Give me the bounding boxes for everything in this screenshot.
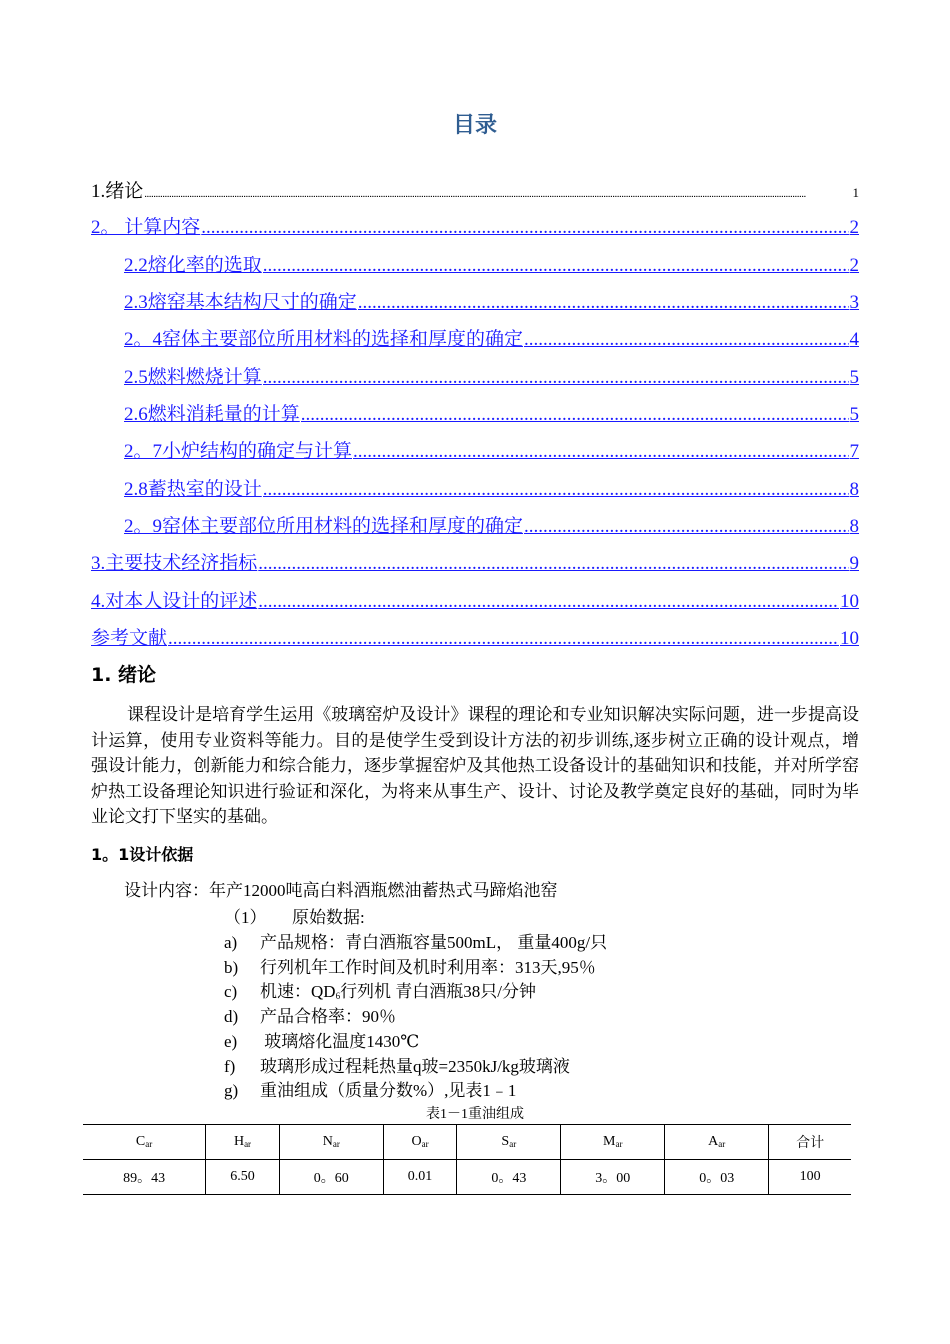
list-item-g	[224, 1076, 516, 1101]
table-header-row	[83, 1125, 851, 1160]
toc-leader-dots	[263, 367, 849, 389]
table-header-cell: $H_{ar}$	[206, 1125, 280, 1160]
list-text: 产品规格：青白酒瓶容量500mL， 重量400g/只	[260, 933, 608, 952]
list-item-c	[224, 977, 536, 1002]
toc-entry-label: 2.8蓄热室的设计	[124, 479, 262, 500]
heavy-oil-composition-table	[83, 1124, 851, 1195]
toc-entry-page: 4	[849, 329, 859, 350]
list-item-e	[224, 1027, 419, 1052]
table-cell: 0.01	[383, 1160, 457, 1195]
toc-entry-label: 1.绪论	[91, 181, 144, 202]
table-cell: 89。43	[83, 1160, 206, 1195]
list-text: 玻璃熔化温度1430℃	[260, 1032, 420, 1051]
toc-leader-dots	[524, 329, 848, 351]
table-header-cell: $O_{ar}$	[383, 1125, 457, 1160]
toc-leader-dots	[258, 591, 839, 613]
toc-title: 目录	[452, 113, 497, 138]
toc-leader-dots	[358, 292, 849, 314]
toc-entry-label: 3.主要技术经济指标	[91, 553, 258, 574]
toc-entry-page: 1	[852, 185, 859, 200]
list-text: 原始数据:	[292, 908, 365, 927]
toc-leader-dots	[201, 217, 848, 239]
toc-entry-page: 9	[849, 553, 859, 574]
toc-entry-label: 2.2熔化率的选取	[124, 255, 262, 276]
toc-link-2-8[interactable]	[124, 474, 859, 501]
list-item-f	[224, 1052, 570, 1077]
toc-leader-dots	[144, 188, 851, 200]
toc-entry-label: 2.6燃料消耗量的计算	[124, 404, 300, 425]
toc-leader-dots	[353, 441, 848, 463]
design-content-line: 设计内容：年产12000吨高白料酒瓶燃油蓄热式马蹄焰池窑	[124, 881, 558, 900]
list-text: 产品合格率：90％	[260, 1007, 396, 1026]
toc-leader-dots	[263, 255, 849, 277]
list-marker: b)	[224, 958, 239, 977]
list-marker: e)	[224, 1032, 238, 1051]
list-text: 玻璃形成过程耗热量q玻=2350kJ/kg玻璃液	[260, 1057, 570, 1076]
table-header-cell: $N_{ar}$	[279, 1125, 383, 1160]
toc-link-2-9[interactable]	[124, 511, 859, 538]
list-marker: （1）	[224, 908, 267, 927]
list-marker: d)	[224, 1007, 239, 1026]
toc-entry-label: 4.对本人设计的评述	[91, 591, 258, 612]
list-item-d	[224, 1002, 396, 1027]
toc-link-2-6[interactable]	[124, 399, 859, 426]
list-marker: a)	[224, 933, 238, 952]
list-item-raw-data	[224, 903, 365, 928]
toc-entry-page: 2	[849, 217, 859, 238]
toc-entry-introduction[interactable]	[91, 176, 859, 203]
list-text: 重油组成（质量分数%）,见表1﹣1	[260, 1081, 517, 1100]
toc-entry-label: 2.5燃料燃烧计算	[124, 367, 262, 388]
list-text-after: 行列机 青白酒瓶38只/分钟	[340, 982, 537, 1001]
table-cell: 0。03	[665, 1160, 769, 1195]
toc-link-2-4[interactable]	[124, 324, 859, 351]
section-heading-introduction: 1. 绪论	[91, 664, 157, 686]
toc-leader-dots	[301, 404, 849, 426]
toc-leader-dots	[168, 628, 839, 650]
toc-link-2-3[interactable]	[124, 287, 859, 314]
list-text-before: 机速：QD	[260, 982, 336, 1001]
list-marker: f)	[224, 1057, 236, 1076]
table-header-cell: $M_{ar}$	[561, 1125, 665, 1160]
toc-link-2-7[interactable]	[124, 436, 859, 463]
toc-leader-dots	[263, 479, 849, 501]
table-header-cell: 合计	[769, 1125, 851, 1160]
toc-link-tech-indicators[interactable]	[91, 548, 859, 575]
list-marker: c)	[224, 982, 238, 1001]
toc-entry-page: 10	[840, 628, 859, 649]
toc-entry-page: 8	[849, 516, 859, 537]
list-text: 行列机年工作时间及机时利用率：313天,95％	[260, 958, 596, 977]
toc-entry-page: 2	[849, 255, 859, 276]
list-marker: g)	[224, 1081, 239, 1100]
table-cell: 0。43	[457, 1160, 561, 1195]
toc-entry-label: 2。4窑体主要部位所用材料的选择和厚度的确定	[124, 329, 524, 350]
toc-entry-page: 5	[849, 367, 859, 388]
toc-link-self-review[interactable]	[91, 586, 859, 613]
toc-link-2-2[interactable]	[124, 250, 859, 277]
table-cell: 100	[769, 1160, 851, 1195]
list-subscript: 6	[335, 991, 341, 1001]
section-heading-design-basis: 1。1设计依据	[91, 845, 194, 864]
table-header-cell: $A_{ar}$	[665, 1125, 769, 1160]
introduction-paragraph: 课程设计是培育学生运用《玻璃窑炉及设计》课程的理论和专业知识解决实际问题，进一步提高设计运算，使用专业资料等能力。目的是使学生受到设计方法的初步训练,逐步树立正确的设计观点，增强设计能力，创新能力和综合能力，逐步掌握窑炉及其他热工设备设计的基础知识和技能，并对所学窑炉热工设备理论知识进行验证和深化，为将来从事生产、设计、讨论及教学奠定良好的基础，同时为毕业论文打下坚实的基础。	[91, 705, 859, 826]
toc-leader-dots	[524, 516, 848, 538]
table-cell: 0。60	[279, 1160, 383, 1195]
toc-link-calc-content[interactable]	[91, 212, 859, 239]
toc-entry-label: 2。9窑体主要部位所用材料的选择和厚度的确定	[124, 516, 524, 537]
table-header-cell: $S_{ar}$	[457, 1125, 561, 1160]
toc-entry-page: 7	[849, 441, 859, 462]
table-cell: 6.50	[206, 1160, 280, 1195]
list-item-a	[224, 928, 607, 953]
table-caption: 表1－1重油组成	[426, 1107, 524, 1122]
toc-entry-label: 参考文献	[91, 628, 168, 649]
list-item-b	[224, 953, 596, 978]
toc-leader-dots	[258, 553, 848, 575]
table-row	[83, 1160, 851, 1195]
toc-entry-page: 8	[849, 479, 859, 500]
toc-entry-page: 10	[840, 591, 859, 612]
table-cell: 3。00	[561, 1160, 665, 1195]
toc-link-references[interactable]	[91, 623, 859, 650]
toc-entry-label: 2。 计算内容	[91, 217, 201, 238]
table-header-cell: $C_{ar}$	[83, 1125, 206, 1160]
toc-entry-label: 2。7小炉结构的确定与计算	[124, 441, 353, 462]
toc-link-2-5[interactable]	[124, 362, 859, 389]
toc-entry-page: 3	[849, 292, 859, 313]
toc-entry-label: 2.3熔窑基本结构尺寸的确定	[124, 292, 357, 313]
toc-entry-page: 5	[849, 404, 859, 425]
